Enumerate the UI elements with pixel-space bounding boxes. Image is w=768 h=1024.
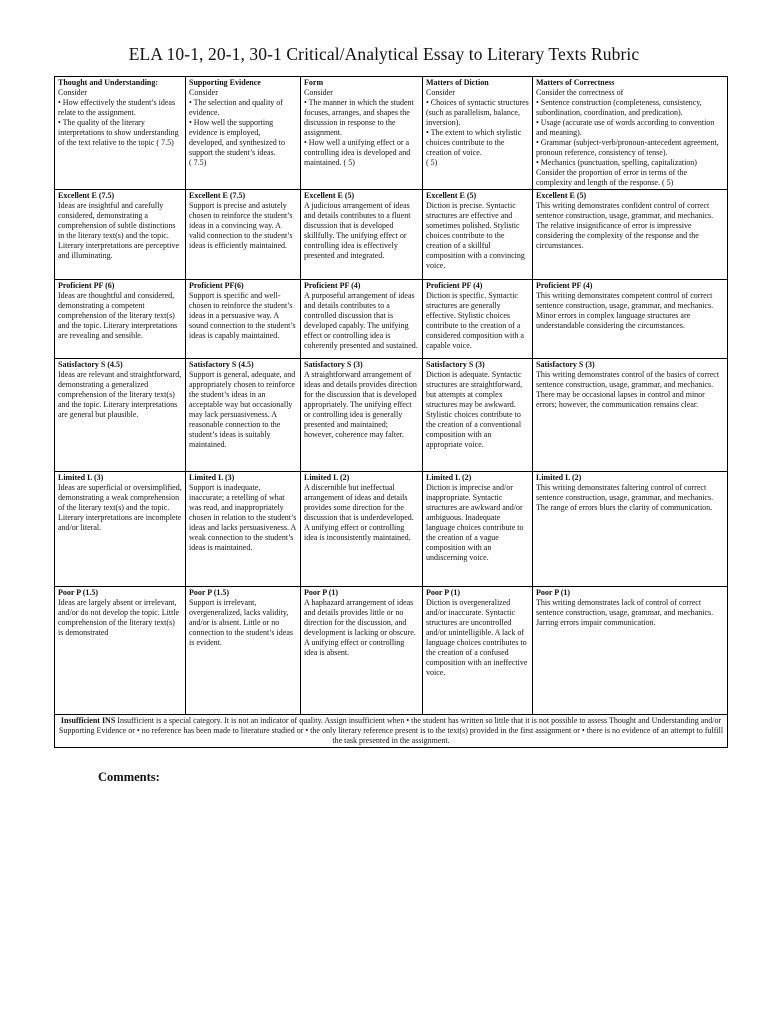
criterion-form bbox=[301, 77, 423, 190]
insufficient-text: Insufficient is a special category. It is not an indicator of quality. Assign insufficient when • the student has written so little that it is not possible to assess Thought and Understanding and/or Supporting Evidence or • no reference has been made to literature studied or • the only literary reference present is to the text(s) provided in the first assignment or • there is no evidence of an attempt to fulfill the task presented in the assignment. bbox=[58, 716, 724, 745]
criterion-line: • The manner in which the student focuses, arranges, and shapes the discussion in response to the assignment. bbox=[304, 98, 414, 137]
rubric-cell bbox=[423, 472, 533, 587]
score-row-proficient bbox=[55, 280, 728, 359]
rubric-cell bbox=[423, 190, 533, 280]
cell-text: Ideas are relevant and straightforward, demonstrating a generalized comprehension of the literary text(s) and the topic. Literary interpretations are general but plausible. bbox=[58, 370, 182, 419]
cell-heading: Limited L (2) bbox=[426, 473, 472, 482]
cell-heading: Satisfactory S (3) bbox=[536, 360, 595, 369]
cell-heading: Limited L (2) bbox=[304, 473, 350, 482]
cell-text: This writing demonstrates confident control of correct sentence construction, usage, grammar, and mechanics. The relative insignificance of error is impressive considering the complexity of the response and the circumstances. bbox=[536, 201, 714, 250]
rubric-cell bbox=[301, 472, 423, 587]
cell-heading: Poor P (1) bbox=[536, 588, 571, 597]
criterion-line: Consider the correctness of bbox=[536, 88, 624, 97]
cell-heading: Excellent E (5) bbox=[304, 191, 355, 200]
criterion-line: Consider the proportion of error in terms of the complexity and length of the response. ( 5) bbox=[536, 168, 688, 187]
cell-text: Support is specific and well-chosen to reinforce the student’s ideas in a persuasive way. A sound connection to the student’s ideas is capably maintained. bbox=[189, 291, 296, 340]
score-row-limited bbox=[55, 472, 728, 587]
cell-heading: Satisfactory S (3) bbox=[304, 360, 363, 369]
cell-text: Ideas are superficial or oversimplified, demonstrating a weak comprehension of the literary text(s) and the topic. Literary interpretations are incomplete and/or literal. bbox=[58, 483, 182, 532]
insufficient-cell bbox=[55, 715, 728, 748]
cell-heading: Limited L (2) bbox=[536, 473, 582, 482]
criterion-matters-of-diction bbox=[423, 77, 533, 190]
cell-text: A straightforward arrangement of ideas and details provides direction for the discussion that is developed appropriately. The unifying effect or controlling idea is generally presented and maintained; however, coherence may falter. bbox=[304, 370, 417, 439]
criterion-line: ( 7.5) bbox=[189, 158, 207, 167]
cell-text: Support is irrelevant, overgeneralized, lacks validity, and/or is absent. Little or no connection to the student’s ideas is evident. bbox=[189, 598, 293, 647]
criterion-matters-of-correctness bbox=[533, 77, 728, 190]
rubric-cell bbox=[186, 587, 301, 715]
cell-heading: Limited L (3) bbox=[58, 473, 104, 482]
rubric-cell bbox=[55, 587, 186, 715]
criterion-line: • Grammar (subject-verb/pronoun-antecedent agreement, pronoun reference, consistency of tense). bbox=[536, 138, 719, 157]
insufficient-heading: Insufficient INS bbox=[60, 716, 116, 725]
rubric-cell bbox=[423, 280, 533, 359]
criterion-supporting-evidence bbox=[186, 77, 301, 190]
criterion-line: • How well a unifying effect or a controlling idea is developed and maintained. ( 5) bbox=[304, 138, 411, 167]
score-row-satisfactory bbox=[55, 359, 728, 472]
cell-heading: Proficient PF(6) bbox=[189, 281, 244, 290]
rubric-cell bbox=[186, 190, 301, 280]
cell-text: Ideas are thoughtful and considered, demonstrating a competent comprehension of the literary text(s) and the topic. Literary interpretations are revealing and sensible. bbox=[58, 291, 178, 340]
rubric-cell bbox=[423, 359, 533, 472]
rubric-cell bbox=[186, 472, 301, 587]
rubric-cell bbox=[533, 587, 728, 715]
cell-text: Diction is specific. Syntactic structures are generally effective. Stylistic choices contribute to the creation of a considered composition with a capable voice. bbox=[426, 291, 524, 350]
rubric-cell bbox=[186, 280, 301, 359]
criterion-line: • How effectively the student’s ideas relate to the assignment. bbox=[58, 98, 176, 117]
cell-text: This writing demonstrates control of the basics of correct sentence construction, usage, grammar, and mechanics. There may be occasional lapses in control and minor errors; however, the communication remains clear. bbox=[536, 370, 720, 409]
rubric-cell bbox=[55, 472, 186, 587]
criterion-line: • The extent to which stylistic choices contribute to the creation of voice. bbox=[426, 128, 522, 157]
cell-heading: Satisfactory S (3) bbox=[426, 360, 485, 369]
criterion-line: Consider bbox=[58, 88, 87, 97]
cell-heading: Excellent E (5) bbox=[426, 191, 477, 200]
criterion-line: • Sentence construction (completeness, consistency, subordination, coordination, and predication). bbox=[536, 98, 702, 117]
criterion-heading: Supporting Evidence bbox=[189, 78, 261, 87]
cell-text: Support is precise and astutely chosen to reinforce the student’s ideas in a convincing way. A valid connection to the student’s ideas is efficiently maintained. bbox=[189, 201, 293, 250]
rubric-cell bbox=[533, 190, 728, 280]
score-row-poor bbox=[55, 587, 728, 715]
cell-text: This writing demonstrates lack of control of correct sentence construction, usage, grammar, and mechanics. Jarring errors impair communication. bbox=[536, 598, 714, 627]
cell-heading: Satisfactory S (4.5) bbox=[189, 360, 254, 369]
cell-text: A haphazard arrangement of ideas and details provides little or no direction for the discussion, and development is lacking or obscure. A unifying effect or controlling idea is absent. bbox=[304, 598, 416, 657]
rubric-cell bbox=[55, 359, 186, 472]
cell-text: Ideas are insightful and carefully considered, demonstrating a comprehension of subtle distinctions in the literary text(s) and the topic. Literary interpretations are perceptive and illuminating. bbox=[58, 201, 180, 260]
cell-heading: Poor P (1) bbox=[426, 588, 461, 597]
cell-heading: Limited L (3) bbox=[189, 473, 235, 482]
cell-text: Diction is precise. Syntactic structures are effective and sometimes polished. Stylistic choices contribute to the creation of a skillful composition with a convincing voice. bbox=[426, 201, 525, 270]
rubric-cell bbox=[533, 359, 728, 472]
cell-text: A judicious arrangement of ideas and details contributes to a fluent discussion that is developed skillfully. The unifying effect or controlling idea is effectively presented and integrated. bbox=[304, 201, 411, 260]
cell-heading: Satisfactory S (4.5) bbox=[58, 360, 123, 369]
document-title: ELA 10-1, 20-1, 30-1 Critical/Analytical Essay to Literary Texts Rubric bbox=[128, 44, 640, 64]
cell-heading: Excellent E (7.5) bbox=[189, 191, 246, 200]
cell-text: Support is general, adequate, and appropriately chosen to reinforce the student’s ideas in an acceptable way but occasionally may lack persuasiveness. A reasonable connection to the student’s ideas is suitably maintained. bbox=[189, 370, 296, 449]
criterion-line: • The quality of the literary interpretations to show understanding of the text relative to the topic ( 7.5) bbox=[58, 118, 179, 147]
rubric-table bbox=[54, 76, 728, 748]
cell-text: Diction is adequate. Syntactic structures are straightforward, but attempts at complex structures may be awkward. Stylistic choices contribute to the creation of a conventional composition with an appropriate voice. bbox=[426, 370, 523, 449]
criterion-heading: Thought and Understanding: bbox=[58, 78, 159, 87]
cell-text: Ideas are largely absent or irrelevant, and/or do not develop the topic. Little comprehension of the literary text(s) is demonstrated bbox=[58, 598, 180, 637]
cell-heading: Proficient PF (4) bbox=[426, 281, 483, 290]
rubric-cell bbox=[533, 280, 728, 359]
criterion-line: ( 5) bbox=[426, 158, 438, 167]
criterion-heading: Matters of Correctness bbox=[536, 78, 615, 87]
criterion-line: • The selection and quality of evidence. bbox=[189, 98, 283, 117]
criterion-thought-and-understanding bbox=[55, 77, 186, 190]
rubric-cell bbox=[423, 587, 533, 715]
cell-heading: Proficient PF (4) bbox=[536, 281, 593, 290]
rubric-cell bbox=[301, 359, 423, 472]
criterion-line: • Mechanics (punctuation, spelling, capitalization) bbox=[536, 158, 697, 167]
rubric-cell bbox=[186, 359, 301, 472]
rubric-cell bbox=[533, 472, 728, 587]
criterion-line: Consider bbox=[426, 88, 455, 97]
cell-text: A purposeful arrangement of ideas and details contributes to a controlled discussion that is developed capably. The unifying effect or controlling idea is coherently presented and sustained. bbox=[304, 291, 418, 350]
cell-heading: Poor P (1.5) bbox=[189, 588, 230, 597]
cell-text: This writing demonstrates faltering control of correct sentence construction, usage, grammar, and mechanics. The range of errors blurs the clarity of communication. bbox=[536, 483, 714, 512]
cell-text: This writing demonstrates competent control of correct sentence construction, usage, grammar, and mechanics. Minor errors in complex language structures are understandable considering the circumstances. bbox=[536, 291, 714, 330]
cell-text: Support is inadequate, inaccurate; a retelling of what was read, and inappropriately chosen in relation to the student’s ideas and lacks persuasiveness. A weak connection to the student’s ideas is maintained. bbox=[189, 483, 297, 552]
criterion-line: • How well the supporting evidence is employed, developed, and synthesized to support the student’s ideas. bbox=[189, 118, 285, 157]
criterion-line: Consider bbox=[189, 88, 218, 97]
cell-text: A discernible but ineffectual arrangement of ideas and details provides some direction for the discussion that is underdeveloped. A unifying effect or controlling idea is inconsistently maintained. bbox=[304, 483, 414, 542]
cell-text: Diction is overgeneralized and/or inaccurate. Syntactic structures are uncontrolled and/or unintelligible. A lack of language choices contributes to the creation of a confused composition with an ineffective voice. bbox=[426, 598, 528, 677]
criterion-line: Consider bbox=[304, 88, 333, 97]
cell-heading: Proficient PF (6) bbox=[58, 281, 115, 290]
cell-heading: Poor P (1.5) bbox=[58, 588, 99, 597]
criterion-line: • Usage (accurate use of words according to convention and meaning). bbox=[536, 118, 715, 137]
rubric-cell bbox=[301, 280, 423, 359]
rubric-cell bbox=[301, 190, 423, 280]
criterion-line: • Choices of syntactic structures (such as parallelism, balance, inversion). bbox=[426, 98, 529, 127]
cell-heading: Proficient PF (4) bbox=[304, 281, 361, 290]
criterion-heading: Form bbox=[304, 78, 324, 87]
criterion-heading: Matters of Diction bbox=[426, 78, 489, 87]
score-row-excellent bbox=[55, 190, 728, 280]
cell-heading: Poor P (1) bbox=[304, 588, 339, 597]
cell-heading: Excellent E (5) bbox=[536, 191, 587, 200]
cell-heading: Excellent E (7.5) bbox=[58, 191, 115, 200]
insufficient-row bbox=[55, 715, 728, 748]
criteria-header-row bbox=[55, 77, 728, 190]
comments-label: Comments: bbox=[98, 770, 160, 784]
rubric-cell bbox=[55, 190, 186, 280]
rubric-cell bbox=[55, 280, 186, 359]
cell-text: Diction is imprecise and/or inappropriate. Syntactic structures are awkward and/or ambiguous. Inadequate language choices contribute to the creation of a vague composition with an undiscerning voice. bbox=[426, 483, 524, 562]
rubric-cell bbox=[301, 587, 423, 715]
